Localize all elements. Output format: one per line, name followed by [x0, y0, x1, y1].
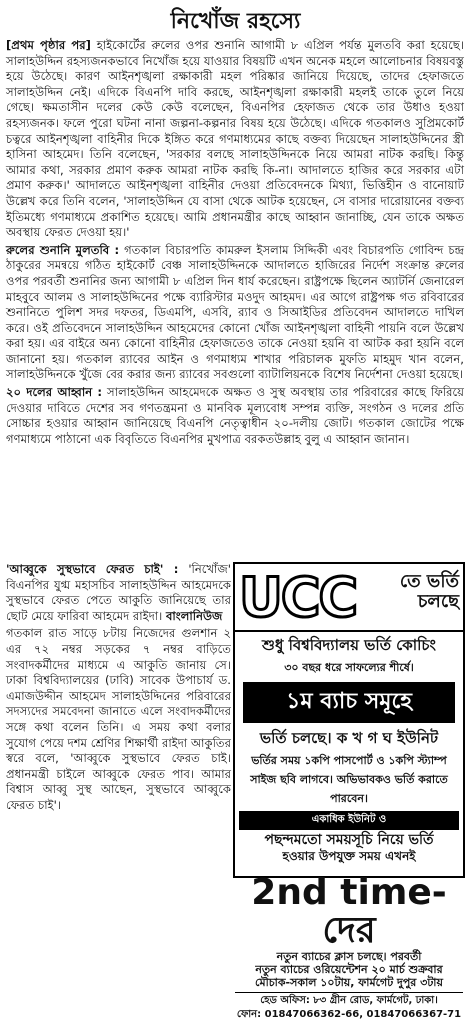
ad-line: একাধিক ইউনিট ও	[239, 811, 459, 830]
ad-line: সাইজ ছবি লাগবে। অভিভাবকও ভর্তি করাতে পারবেন।	[250, 773, 448, 805]
ad-phone: ফোন: 01847066362-66, 01847066367-71	[236, 1009, 462, 1020]
paragraph-text: গতকাল বিচারপতি কামরুল ইসলাম সিদ্দিকী এবং বিচারপতি গোবিন্দ চন্দ্র ঠাকুরের সমন্বয়ে গঠিত হাইকোর্ট বেঞ্চ সালাহউদ্দিনকে আদালতে হাজিরের নির্দেশ সংক্রান্ত রুলের ওপর পরবর্তী শুনানির জন্য আগামী ৮ এপ্রিল দিন ধার্য করেছেন। রাষ্ট্রপক্ষে ছিলেন অ্যাটর্নি জেনারেল মাহবুবে আলম ও সালাহউদ্দিনের পক্ষে ব্যারিস্টার মওদুদ আহমদ। এর আগে রাষ্ট্রপক্ষ গত রবিবারের শুনানিতে পুলিশ সদর দফতর, ডিএমপি, এসবি, র‍্যাব ও সিআইডির প্রতিবেদন আদালতে দাখিল করে। ওই প্রতিবেদনে সালাহউদ্দিন আহমেদের কোনো খোঁজ আইনশৃঙ্খলা বাহিনী পায়নি বলে উল্লেখ করা হয়। এর বাইরে অন্য কোনো বাহিনীর হেফাজতেও তাকে নেওয়া হয়নি বা আটক করা হয়নি বলে জানানো হয়। গতকাল র‍্যাবের আইন ও গণমাধ্যম শাখার পরিচালক মুফতি মাহমুদ খান বলেন, সালাহউদ্দিনকে খুঁজে বের করার জন্য র‍্যাবের সবগুলো ব্যাটালিয়নকে বিশেষ নির্দেশনা দেওয়া হয়েছে।	[6, 242, 464, 382]
side-story-intro-text: 'নিখোঁজ' বিএনপির যুগ্ম মহাসচিব সালাহউদ্দিন আহমেদকে সুস্থভাবে ফেরত পেতে আকুতি জানিয়েছে তার ছোট মেয়ে ফারিবা আহমেদ রাইদা।	[6, 562, 231, 623]
paragraph-lead: রুলের শুনানি মুলতবি :	[6, 242, 120, 257]
ad-line: ৩০ বছর ধরে সাফল্যের শীর্ষে।	[284, 661, 414, 674]
ad-line: হওয়ার উপযুক্ত সময় এখনই	[282, 849, 416, 863]
ad-banner: ১ম ব্যাচ সমূহে	[243, 682, 455, 723]
ad-line: মৌচাক-সকাল ১০টায়, ফার্মগেট দুপুর ৩টায়	[255, 976, 443, 989]
ad-line: নতুন ব্যাচের ওরিয়েন্টেশন ২০ মার্চ শুক্রবার	[255, 963, 443, 976]
ad-line: শুধু বিশ্ববিদ্যালয় ভর্তি কোচিং	[262, 636, 436, 654]
ad-header	[235, 564, 463, 632]
ad-brand: UCC	[239, 566, 357, 629]
ad-headline: 2nd time-দের	[251, 872, 447, 951]
paragraph-1	[6, 38, 464, 241]
ad-line: ভর্তি চলছে। ক খ গ ঘ ইউনিট	[259, 729, 439, 747]
ad-address: হেড অফিস: ৮৩ গ্রীন রোড, ফার্মগেট, ঢাকা।	[235, 992, 463, 1007]
article-body	[6, 38, 464, 447]
side-story-lead: 'আব্বুকে সুস্থভাবে ফেরত চাই' :	[6, 562, 179, 576]
paragraph-2	[6, 243, 464, 383]
news-source: বাংলানিউজ	[165, 608, 223, 623]
paragraph-lead: ২০ দলের আহ্বান :	[6, 385, 103, 400]
ad-line: পছন্দমতো সময়সূচি নিয়ে ভর্তি	[264, 832, 434, 848]
advertisement	[233, 562, 465, 1020]
article-title: নিখোঁজ রহস্যে	[170, 8, 301, 34]
paragraph-3	[6, 385, 464, 447]
side-story	[6, 562, 231, 814]
paragraph-text: সালাহউদ্দিন আহমেদকে অক্ষত ও সুস্থ অবস্থায় তার পরিবারের কাছে ফিরিয়ে দেওয়ার দাবিতে দেশের সব গণতন্ত্রমনা ও মানবিক মূল্যবোধ সম্পন্ন ব্যক্তি, সংগঠন ও দলের প্রতি সোচ্চার হওয়ার আহ্বান জানিয়েছে বিএনপি নেতৃত্বাধীন ২০-দলীয় জোট। গতকাল জোটের পক্ষে গণমাধ্যমে পাঠানো এক বিবৃতিতে বিএনপির মুখপাত্র বরকতউল্লাহ বুলু এ আহ্বান জানান।	[6, 385, 465, 446]
paragraph-lead: [প্রথম পৃষ্ঠার পর]	[6, 38, 91, 52]
side-story-intro	[6, 562, 231, 624]
ad-line: নতুন ব্যাচের ক্লাস চলছে। পরবর্তী	[276, 950, 422, 963]
side-story-body: গতকাল রাত সাড়ে ৮টায় নিজেদের গুলশান ২ এর ৭২ নম্বর সড়কের ৭ নম্বর বাড়িতে সংবাদকর্মীদের মাধ্যমে এ আকুতি জানায় সে। ঢাকা বিশ্ববিদ্যালয়ের (ঢাবি) সাবেক উপাচার্য ড. এমাজউদ্দীন আহমেদ সালাহউদ্দিনের পরিবারের সদস্যদের সমবেদনা জানাতে এলে সংবাদকর্মীদের সঙ্গে কথা বলেন তিনি। এ সময় কথা বলার সুযোগ পেয়ে দশম শ্রেণির শিক্ষার্থী রাইদা আকুতির স্বরে বলে, 'আব্বুকে সুস্থভাবে ফেরত চাই। প্রধানমন্ত্রী চাইলে আব্বুকে ফেরত পাব। আমার বিশ্বাস আব্বু সুস্থ আছেন, সুস্থভাবে আব্বুকে ফেরত চাই'।	[6, 626, 231, 812]
ad-line: ভর্তির সময় ১কপি পাসপোর্ট ও ১কপি স্ট্যাম্প	[251, 754, 447, 767]
ad-brand-tagline: তে ভর্তি চলছে	[399, 571, 459, 612]
paragraph-text: হাইকোর্টের রুলের ওপর শুনানি আগামী ৮ এপ্রিল পর্যন্ত মুলতবি করা হয়েছে। সালাহউদ্দিন রহস্যজনকভাবে নিখোঁজ হয়ে যাওয়ার বিষয়টি এখন অনেক মহলে আলোচনার বিষয়বস্তু হয়ে উঠেছে। কারণ আইনশৃঙ্খলা রক্ষাকারী মহল পরিষ্কার জানিয়ে দিয়েছে, তাদের হেফাজতে সালাহউদ্দিন নেই। এদিকে বিএনপি দাবি করছে, আইনশৃঙ্খলা রক্ষাকারী মহলই তাকে তুলে নিয়ে গেছে। ক্ষমতাসীন দলের কেউ কেউ বলেছেন, বিএনপির হেফাজত থেকে তার উধাও হওয়া রহস্যজনক। ফলে পুরো ঘটনা নানা জল্পনা-কল্পনার বিষয় হয়ে উঠেছে। এদিকে গতকালও সুপ্রিমকোর্ট চত্বরে আইনশৃঙ্খলা বাহিনীর দিকে ইঙ্গিত করে গণমাধ্যমের কাছে বক্তব্য দিয়েছেন সালাহউদ্দিনের স্ত্রী হাসিনা আহমেদ। তিনি বলেছেন, 'সরকার বলছে সালাহউদ্দিনকে নিয়ে আমরা নাটক করছি। কিন্তু আমার কথা, সরকার প্রমাণ করুক আমরা নাটক করছি কি-না। আদালতে হাজির করে সরকার এটা প্রমাণ করুক।' আদালতে আইনশৃঙ্খলা বাহিনীর দেওয়া প্রতিবেদনকে মিথ্যা, ভিত্তিহীন ও বানোয়াট উল্লেখ করে তিনি বলেন, 'সালাহউদ্দিন যে বাসা থেকে আটক হয়েছেন, সে বাসার দারোয়ানের বক্তব্য ইতিমধ্যে গণমাধ্যমে প্রকাশিত হয়েছে। আমি প্রধানমন্ত্রীর কাছে আহ্বান জানাচ্ছি, যেন তাকে অক্ষত অবস্থায় ফেরত দেওয়া হয়।'	[6, 38, 464, 240]
